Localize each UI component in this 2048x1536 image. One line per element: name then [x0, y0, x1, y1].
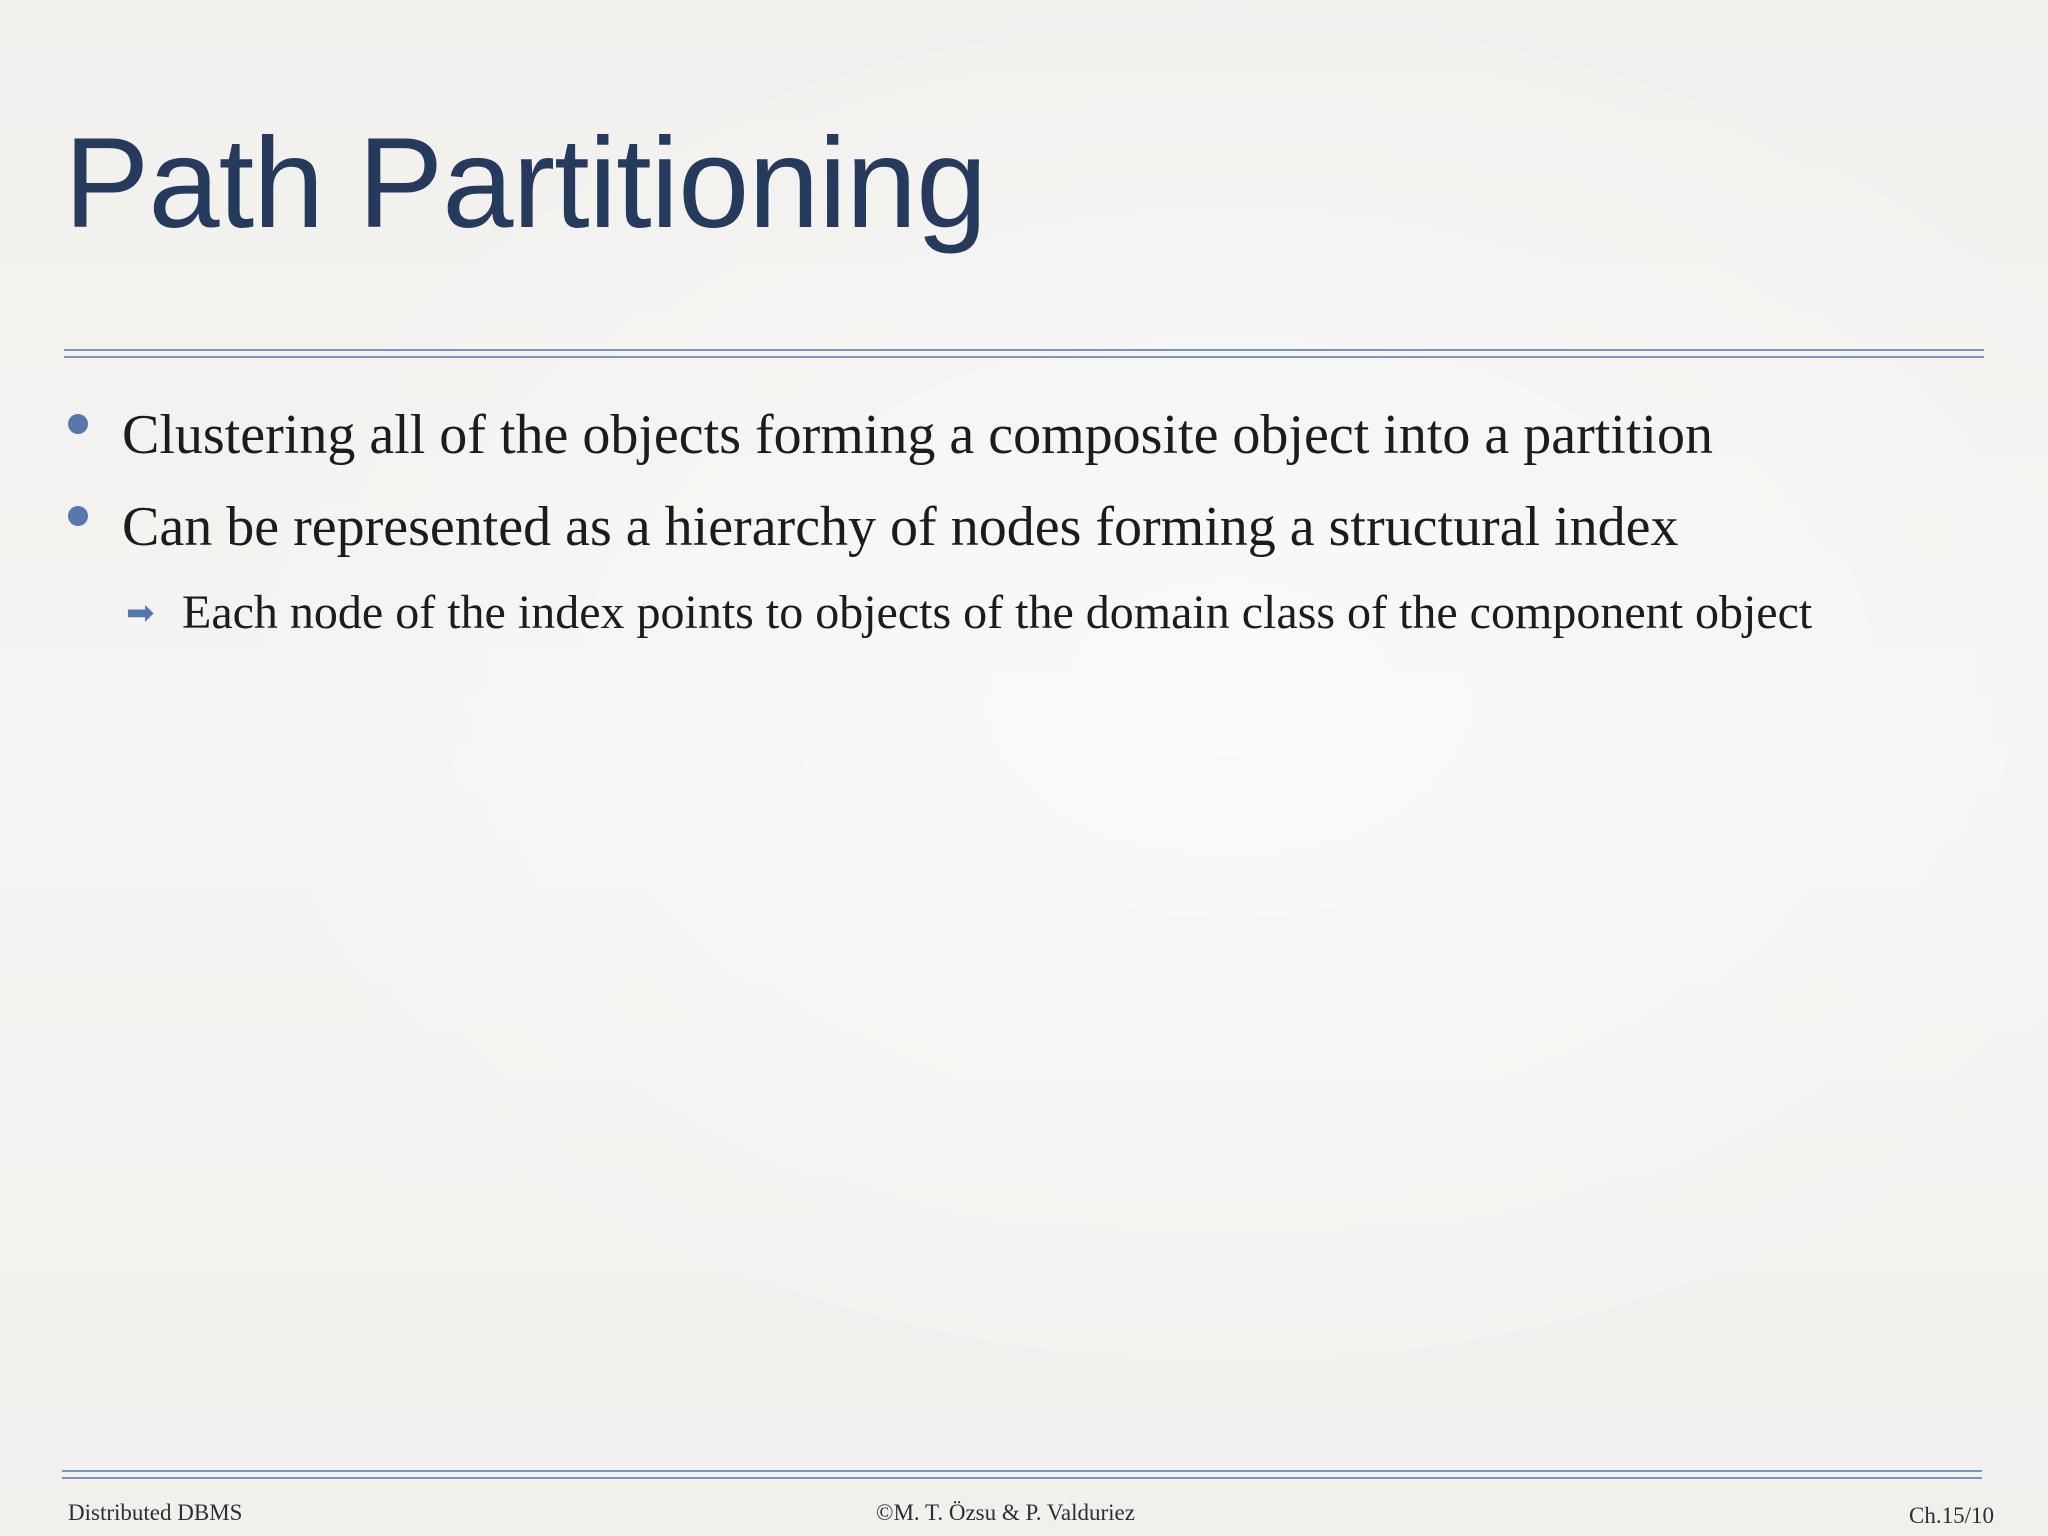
bullet-text: Can be represented as a hierarchy of nodes forming a structural index	[122, 496, 1679, 558]
sub-bullet-text: Each node of the index points to objects of the domain class of the component object	[182, 586, 1813, 639]
slide-title: Path Partitioning	[64, 112, 987, 255]
footer-copyright: ©M. T. Özsu & P. Valduriez	[876, 1500, 1135, 1525]
footer-course-name: Distributed DBMS	[68, 1500, 243, 1525]
bullet-item	[60, 492, 1980, 562]
slide-body	[60, 400, 1980, 642]
title-divider-line-secondary	[64, 356, 1984, 358]
bullet-item	[60, 400, 1980, 470]
title-divider-line	[64, 349, 1984, 351]
sub-bullet-item	[60, 584, 2022, 642]
bullet-dot-icon	[68, 506, 88, 526]
bullet-dot-icon	[68, 414, 88, 434]
right-arrow-icon: ➡	[126, 593, 155, 633]
footer-divider-line	[62, 1470, 1982, 1472]
footer-divider-line-secondary	[62, 1477, 1982, 1479]
footer-page-number: Ch.15/10	[1909, 1503, 1994, 1528]
bullet-text: Clustering all of the objects forming a composite object into a partition	[122, 404, 1713, 466]
